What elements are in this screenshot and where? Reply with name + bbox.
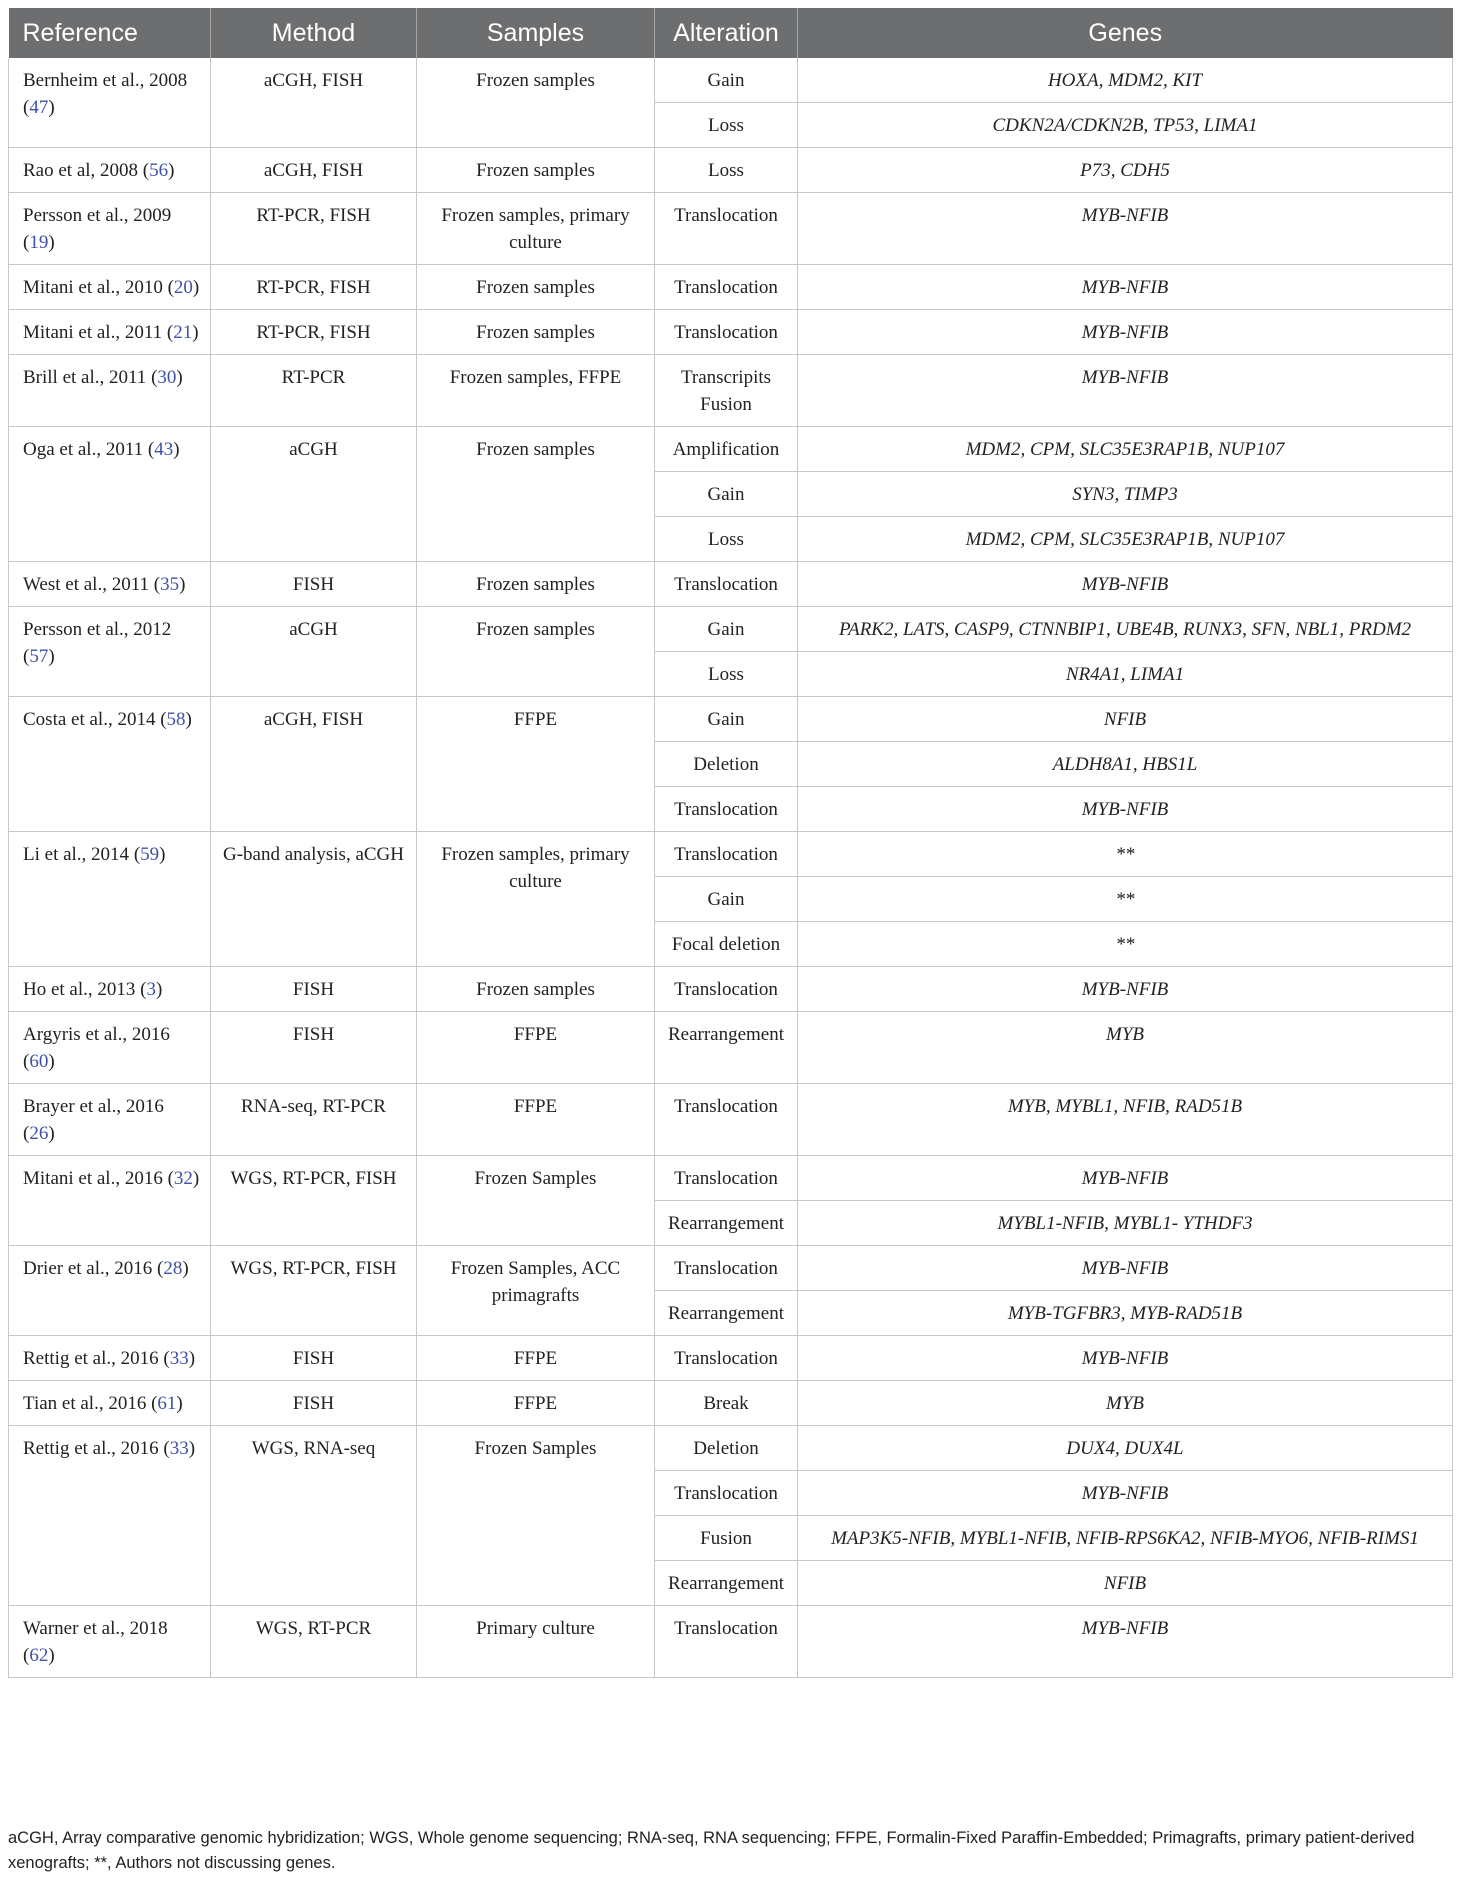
reference-cell: Warner et al., 2018 (62) — [9, 1606, 211, 1678]
reference-cell: Mitani et al., 2016 (32) — [9, 1156, 211, 1246]
genes-cell: MAP3K5-NFIB, MYBL1-NFIB, NFIB-RPS6KA2, NFIB-MYO6, NFIB-RIMS1 — [798, 1516, 1453, 1561]
table-row — [9, 355, 1453, 427]
method-cell: WGS, RT-PCR, FISH — [211, 1246, 417, 1336]
table-row — [9, 310, 1453, 355]
table-body — [9, 58, 1453, 1678]
header-alteration: Alteration — [655, 8, 798, 58]
samples-cell: Frozen Samples — [417, 1426, 655, 1606]
genes-cell: MYB-NFIB — [798, 265, 1453, 310]
alteration-cell: Focal deletion — [655, 922, 798, 967]
table-row — [9, 148, 1453, 193]
genes-cell: MYB-NFIB — [798, 967, 1453, 1012]
samples-cell: Primary culture — [417, 1606, 655, 1678]
method-cell: G-band analysis, aCGH — [211, 832, 417, 967]
table-row — [9, 58, 1453, 103]
reference-text: West et al., 2011 — [23, 574, 149, 595]
alteration-cell: Gain — [655, 58, 798, 103]
citation-link[interactable]: 61 — [157, 1393, 177, 1414]
method-cell: FISH — [211, 1012, 417, 1084]
table-row — [9, 265, 1453, 310]
alteration-cell: Loss — [655, 148, 798, 193]
reference-text: Rao et al, 2008 — [23, 160, 139, 181]
table-row — [9, 1606, 1453, 1678]
samples-cell: Frozen samples — [417, 427, 655, 562]
genes-cell: ALDH8A1, HBS1L — [798, 742, 1453, 787]
reference-cell: Argyris et al., 2016 (60) — [9, 1012, 211, 1084]
citation-link[interactable]: 43 — [154, 439, 174, 460]
samples-cell: Frozen samples, FFPE — [417, 355, 655, 427]
method-cell: aCGH, FISH — [211, 58, 417, 148]
header-method: Method — [211, 8, 417, 58]
samples-cell: FFPE — [417, 1381, 655, 1426]
reference-text: Argyris et al., 2016 — [23, 1024, 170, 1045]
reference-cell: Oga et al., 2011 (43) — [9, 427, 211, 562]
alteration-cell: Loss — [655, 652, 798, 697]
table-row — [9, 1156, 1453, 1201]
method-cell: WGS, RNA-seq — [211, 1426, 417, 1606]
method-cell: RT-PCR, FISH — [211, 193, 417, 265]
reference-text: Persson et al., 2012 — [23, 619, 172, 640]
reference-text: Rettig et al., 2016 — [23, 1438, 159, 1459]
method-cell: aCGH, FISH — [211, 148, 417, 193]
genes-cell: DUX4, DUX4L — [798, 1426, 1453, 1471]
alteration-cell: Fusion — [655, 1516, 798, 1561]
method-cell: WGS, RT-PCR, FISH — [211, 1156, 417, 1246]
citation-link[interactable]: 62 — [29, 1645, 49, 1666]
samples-cell: Frozen samples, primary culture — [417, 193, 655, 265]
citation-link[interactable]: 56 — [149, 160, 169, 181]
genes-cell: ** — [798, 922, 1453, 967]
reference-cell: Mitani et al., 2010 (20) — [9, 265, 211, 310]
genes-cell: NFIB — [798, 1561, 1453, 1606]
reference-cell: Ho et al., 2013 (3) — [9, 967, 211, 1012]
genes-cell: MYBL1-NFIB, MYBL1- YTHDF3 — [798, 1201, 1453, 1246]
reference-text: Mitani et al., 2010 — [23, 277, 163, 298]
genes-cell: SYN3, TIMP3 — [798, 472, 1453, 517]
method-cell: FISH — [211, 562, 417, 607]
reference-cell: Rettig et al., 2016 (33) — [9, 1426, 211, 1606]
table-row — [9, 562, 1453, 607]
reference-text: Mitani et al., 2011 — [23, 322, 163, 343]
alteration-cell: Break — [655, 1381, 798, 1426]
genes-cell: NFIB — [798, 697, 1453, 742]
reference-text: Warner et al., 2018 — [23, 1618, 168, 1639]
reference-cell: Persson et al., 2009 (19) — [9, 193, 211, 265]
reference-text: Mitani et al., 2016 — [23, 1168, 163, 1189]
alteration-cell: Translocation — [655, 193, 798, 265]
alteration-cell: Translocation — [655, 1246, 798, 1291]
table-row — [9, 193, 1453, 265]
table-row — [9, 607, 1453, 652]
genes-cell: MYB-NFIB — [798, 310, 1453, 355]
genes-cell: MYB-NFIB — [798, 1336, 1453, 1381]
genes-cell: MYB-NFIB — [798, 787, 1453, 832]
samples-cell: FFPE — [417, 1084, 655, 1156]
table-row — [9, 1246, 1453, 1291]
genes-cell: MYB-NFIB — [798, 1156, 1453, 1201]
samples-cell: Frozen samples — [417, 967, 655, 1012]
alteration-cell: Transcripits Fusion — [655, 355, 798, 427]
genes-cell: MYB-NFIB — [798, 193, 1453, 265]
alteration-cell: Rearrangement — [655, 1291, 798, 1336]
header-reference: Reference — [9, 8, 211, 58]
citation-link[interactable]: 47 — [29, 97, 49, 118]
table-footnote: aCGH, Array comparative genomic hybridization; WGS, Whole genome sequencing; RNA-seq, RNA sequencing; FFPE, Formalin-Fixed Paraffin-Embedded; Primagrafts, primary patient-derived xenografts; **, Authors not discussing genes. — [8, 1829, 1415, 1872]
citation-link[interactable]: 19 — [29, 232, 49, 253]
genes-cell: MYB-NFIB — [798, 1606, 1453, 1678]
reference-text: Li et al., 2014 — [23, 844, 130, 865]
method-cell: FISH — [211, 1336, 417, 1381]
table-row — [9, 832, 1453, 877]
table-row — [9, 1012, 1453, 1084]
table-row — [9, 1426, 1453, 1471]
alteration-cell: Translocation — [655, 967, 798, 1012]
citation-link[interactable]: 21 — [173, 322, 193, 343]
method-cell: RT-PCR, FISH — [211, 265, 417, 310]
citation-link[interactable]: 20 — [173, 277, 193, 298]
method-cell: RNA-seq, RT-PCR — [211, 1084, 417, 1156]
alteration-cell: Loss — [655, 517, 798, 562]
genes-cell: MYB-TGFBR3, MYB-RAD51B — [798, 1291, 1453, 1336]
genes-cell: ** — [798, 832, 1453, 877]
samples-cell: Frozen Samples — [417, 1156, 655, 1246]
alteration-cell: Translocation — [655, 1084, 798, 1156]
samples-cell: Frozen samples — [417, 148, 655, 193]
alteration-cell: Gain — [655, 697, 798, 742]
genes-cell: MDM2, CPM, SLC35E3RAP1B, NUP107 — [798, 517, 1453, 562]
reference-text: Oga et al., 2011 — [23, 439, 144, 460]
samples-cell: FFPE — [417, 1012, 655, 1084]
alteration-cell: Translocation — [655, 265, 798, 310]
alteration-cell: Translocation — [655, 1471, 798, 1516]
samples-cell: Frozen samples — [417, 265, 655, 310]
citation-link[interactable]: 59 — [140, 844, 160, 865]
method-cell: aCGH — [211, 607, 417, 697]
method-cell: FISH — [211, 967, 417, 1012]
genes-cell: MYB, MYBL1, NFIB, RAD51B — [798, 1084, 1453, 1156]
genes-cell: P73, CDH5 — [798, 148, 1453, 193]
reference-cell: Persson et al., 2012 (57) — [9, 607, 211, 697]
reference-text: Tian et al., 2016 — [23, 1393, 147, 1414]
reference-text: Brayer et al., 2016 — [23, 1096, 164, 1117]
citation-link[interactable]: 58 — [166, 709, 186, 730]
alteration-cell: Loss — [655, 103, 798, 148]
reference-text: Rettig et al., 2016 — [23, 1348, 159, 1369]
alteration-cell: Translocation — [655, 562, 798, 607]
reference-cell: Drier et al., 2016 (28) — [9, 1246, 211, 1336]
citation-link[interactable]: 3 — [146, 979, 156, 1000]
citation-link[interactable]: 28 — [163, 1258, 183, 1279]
table-container — [8, 8, 1452, 1678]
alteration-cell: Deletion — [655, 742, 798, 787]
reference-cell: Costa et al., 2014 (58) — [9, 697, 211, 832]
alteration-cell: Rearrangement — [655, 1012, 798, 1084]
table-row — [9, 1381, 1453, 1426]
reference-text: Persson et al., 2009 — [23, 205, 172, 226]
method-cell: WGS, RT-PCR — [211, 1606, 417, 1678]
alteration-cell: Translocation — [655, 1336, 798, 1381]
citation-link[interactable]: 30 — [157, 367, 177, 388]
genes-cell: MYB-NFIB — [798, 1471, 1453, 1516]
table-row — [9, 697, 1453, 742]
alteration-cell: Translocation — [655, 1156, 798, 1201]
citation-link[interactable]: 60 — [29, 1051, 49, 1072]
reference-cell: Bernheim et al., 2008 (47) — [9, 58, 211, 148]
samples-cell: Frozen samples — [417, 310, 655, 355]
alteration-cell: Translocation — [655, 310, 798, 355]
reference-text: Brill et al., 2011 — [23, 367, 147, 388]
reference-cell: Rao et al, 2008 (56) — [9, 148, 211, 193]
citation-link[interactable]: 32 — [173, 1168, 193, 1189]
genes-cell: PARK2, LATS, CASP9, CTNNBIP1, UBE4B, RUNX3, SFN, NBL1, PRDM2 — [798, 607, 1453, 652]
samples-cell: FFPE — [417, 697, 655, 832]
alteration-cell: Rearrangement — [655, 1201, 798, 1246]
citation-link[interactable]: 33 — [169, 1348, 189, 1369]
reference-cell: Li et al., 2014 (59) — [9, 832, 211, 967]
samples-cell: Frozen Samples, ACC primagrafts — [417, 1246, 655, 1336]
alteration-cell: Gain — [655, 877, 798, 922]
table-row — [9, 1084, 1453, 1156]
reference-cell: Tian et al., 2016 (61) — [9, 1381, 211, 1426]
reference-cell: West et al., 2011 (35) — [9, 562, 211, 607]
genes-cell: CDKN2A/CDKN2B, TP53, LIMA1 — [798, 103, 1453, 148]
samples-cell: Frozen samples, primary culture — [417, 832, 655, 967]
citation-link[interactable]: 57 — [29, 646, 49, 667]
citation-link[interactable]: 35 — [160, 574, 180, 595]
genes-cell: MDM2, CPM, SLC35E3RAP1B, NUP107 — [798, 427, 1453, 472]
alteration-cell: Translocation — [655, 787, 798, 832]
genomic-alterations-table — [8, 8, 1453, 1678]
reference-cell: Mitani et al., 2011 (21) — [9, 310, 211, 355]
reference-cell: Rettig et al., 2016 (33) — [9, 1336, 211, 1381]
header-samples: Samples — [417, 8, 655, 58]
genes-cell: MYB — [798, 1012, 1453, 1084]
header-row — [9, 8, 1453, 58]
reference-text: Costa et al., 2014 — [23, 709, 156, 730]
samples-cell: Frozen samples — [417, 58, 655, 148]
reference-text: Ho et al., 2013 — [23, 979, 136, 1000]
genes-cell: ** — [798, 877, 1453, 922]
alteration-cell: Deletion — [655, 1426, 798, 1471]
alteration-cell: Gain — [655, 607, 798, 652]
alteration-cell: Amplification — [655, 427, 798, 472]
table-row — [9, 427, 1453, 472]
samples-cell: Frozen samples — [417, 607, 655, 697]
samples-cell: Frozen samples — [417, 562, 655, 607]
reference-text: Drier et al., 2016 — [23, 1258, 153, 1279]
reference-cell: Brayer et al., 2016 (26) — [9, 1084, 211, 1156]
alteration-cell: Translocation — [655, 1606, 798, 1678]
alteration-cell: Gain — [655, 472, 798, 517]
alteration-cell: Rearrangement — [655, 1561, 798, 1606]
method-cell: RT-PCR — [211, 355, 417, 427]
alteration-cell: Translocation — [655, 832, 798, 877]
table-row — [9, 1336, 1453, 1381]
method-cell: FISH — [211, 1381, 417, 1426]
reference-text: Bernheim et al., 2008 — [23, 70, 188, 91]
genes-cell: MYB-NFIB — [798, 1246, 1453, 1291]
genes-cell: MYB-NFIB — [798, 562, 1453, 607]
citation-link[interactable]: 26 — [29, 1123, 49, 1144]
header-genes: Genes — [798, 8, 1453, 58]
citation-link[interactable]: 33 — [169, 1438, 189, 1459]
method-cell: aCGH — [211, 427, 417, 562]
samples-cell: FFPE — [417, 1336, 655, 1381]
method-cell: RT-PCR, FISH — [211, 310, 417, 355]
genes-cell: MYB-NFIB — [798, 355, 1453, 427]
genes-cell: NR4A1, LIMA1 — [798, 652, 1453, 697]
method-cell: aCGH, FISH — [211, 697, 417, 832]
table-row — [9, 967, 1453, 1012]
genes-cell: HOXA, MDM2, KIT — [798, 58, 1453, 103]
reference-cell: Brill et al., 2011 (30) — [9, 355, 211, 427]
genes-cell: MYB — [798, 1381, 1453, 1426]
